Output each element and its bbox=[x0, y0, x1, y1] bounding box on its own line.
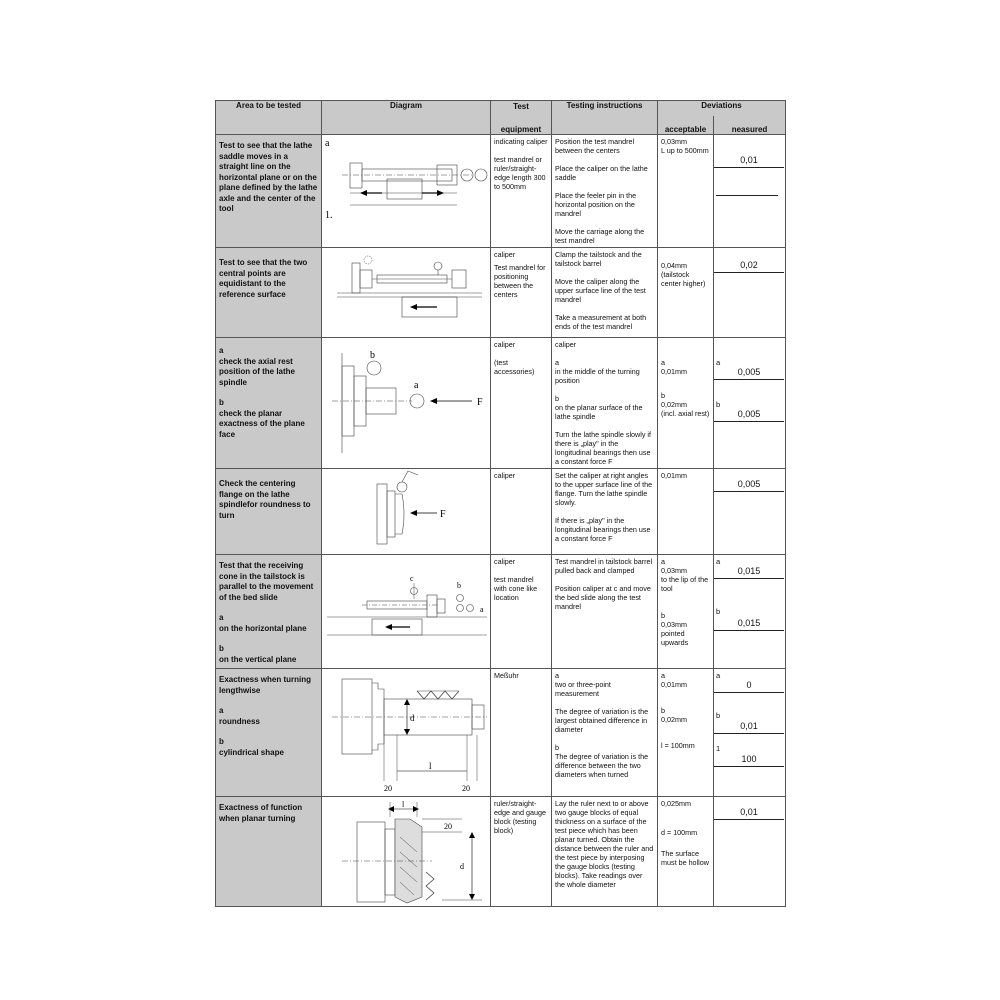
svg-text:c: c bbox=[410, 574, 414, 583]
svg-text:F: F bbox=[477, 397, 483, 408]
centering-flange-diagram bbox=[322, 469, 491, 554]
measured-label: b bbox=[716, 607, 721, 616]
diagram-cell bbox=[322, 469, 491, 555]
instructions-cell: Lay the ruler next to or above two gauge blocks of equal thickness on a surface of the test piece which has been planar turned. Obtain the distance between the ruler and the test piece by interposing the gauge blocks (testing blocks). Take readings over the whole diameter bbox=[552, 797, 658, 907]
area-cell: Test to see that the lathe saddle moves in a straight line on the horizontal plane or on the plane defined by the lathe axle and the center of the tool bbox=[216, 135, 322, 248]
measured-value: 0,005 bbox=[714, 479, 784, 492]
area-cell: Exactness of function when planar turning bbox=[216, 797, 322, 907]
area-cell: a check the axial rest position of the lathe spindle b check the planar exactness of the plane face bbox=[216, 338, 322, 469]
svg-text:1.: 1. bbox=[325, 210, 333, 221]
measured-value: 0,01 bbox=[714, 155, 784, 168]
table-row bbox=[216, 797, 786, 907]
instructions-cell: Position the test mandrel between the centers Place the caliper on the lathe saddle Place the feeler pin in the horizontal position on the mandrel Move the carriage along the test mandrel bbox=[552, 135, 658, 248]
test-sheet bbox=[215, 100, 785, 900]
equipment-cell: indicating caliper test mandrel or ruler/straight-edge length 300 to 500mm bbox=[491, 135, 552, 248]
svg-text:20: 20 bbox=[462, 784, 470, 793]
test-table bbox=[215, 100, 786, 907]
measured-label: a bbox=[716, 358, 721, 367]
diagram-cell bbox=[322, 135, 491, 248]
acceptable-cell: a 0,01mm b 0,02mm (incl. axial rest) bbox=[658, 338, 714, 469]
measured-label: 1 bbox=[716, 744, 721, 753]
measured-label: b bbox=[716, 400, 721, 409]
center-height-diagram bbox=[322, 248, 491, 337]
blank-line bbox=[716, 195, 778, 196]
svg-text:20: 20 bbox=[384, 784, 392, 793]
header-area: Area to be tested bbox=[216, 101, 322, 135]
measured-value: 0,015 bbox=[714, 618, 784, 631]
diagram-cell bbox=[322, 669, 491, 797]
svg-text:a: a bbox=[414, 380, 419, 391]
instructions-cell: caliper a in the middle of the turning position b on the planar surface of the lathe spindle Turn the lathe spindle slowly if there is „play" in the longitudinal bearings then use a constant force F bbox=[552, 338, 658, 469]
table-row bbox=[216, 469, 786, 555]
measured-value: 0,01 bbox=[714, 721, 784, 734]
acceptable-cell: 0,01mm bbox=[658, 469, 714, 555]
measured-cell bbox=[714, 135, 786, 248]
svg-text:20: 20 bbox=[444, 822, 452, 831]
table-row bbox=[216, 338, 786, 469]
equipment-cell: ruler/straight-edge and gauge block (testing block) bbox=[491, 797, 552, 907]
equipment-cell: caliper bbox=[491, 469, 552, 555]
header-equipment-top: Test bbox=[513, 102, 529, 111]
diagram-cell bbox=[322, 555, 491, 669]
header-diagram: Diagram bbox=[322, 101, 491, 135]
instructions-cell: a two or three-point measurement The degree of variation is the largest obtained difference in diameter b The degree of variation is the difference between the two diameters when turned bbox=[552, 669, 658, 797]
header-deviations: Deviations bbox=[658, 101, 786, 116]
measured-cell bbox=[714, 469, 786, 555]
measured-cell bbox=[714, 338, 786, 469]
instructions-cell: Clamp the tailstock and the tailstock barrel Move the caliper along the upper surface line of the test mandrel Take a measurement at both ends of the test mandrel bbox=[552, 248, 658, 338]
measured-label: a bbox=[716, 671, 721, 680]
instructions-cell: Test mandrel in tailstock barrel pulled back and clamped Position caliper at c and move the bed slide along the test mandrel bbox=[552, 555, 658, 669]
saddle-straightness-diagram bbox=[322, 135, 491, 243]
svg-text:l: l bbox=[429, 761, 432, 771]
diagram-cell bbox=[322, 248, 491, 338]
area-cell: Exactness when turning lengthwise a roundness b cylindrical shape bbox=[216, 669, 322, 797]
measured-value: 100 bbox=[714, 754, 784, 767]
svg-text:d: d bbox=[460, 862, 464, 871]
measured-value: 0,015 bbox=[714, 566, 784, 579]
equipment-cell: caliper test mandrel with cone like location bbox=[491, 555, 552, 669]
header-measured: neasured bbox=[714, 116, 786, 135]
svg-text:b: b bbox=[370, 350, 375, 361]
equipment-cell: Meßuhr bbox=[491, 669, 552, 797]
measured-cell bbox=[714, 555, 786, 669]
measured-label: b bbox=[716, 711, 721, 720]
acceptable-cell: 0,04mm (tailstock center higher) bbox=[658, 248, 714, 338]
acceptable-cell: a 0,01mm b 0,02mm l = 100mm bbox=[658, 669, 714, 797]
table-row bbox=[216, 555, 786, 669]
equipment-cell: caliper Test mandrel for positioning between the centers bbox=[491, 248, 552, 338]
header-equipment-bottom: equipment bbox=[500, 125, 542, 134]
lengthwise-turning-diagram bbox=[322, 669, 491, 796]
area-cell: Test to see that the two central points are equidistant to the reference surface bbox=[216, 248, 322, 338]
table-row bbox=[216, 669, 786, 797]
acceptable-cell: 0,03mm L up to 500mm bbox=[658, 135, 714, 248]
header-acceptable: acceptable bbox=[658, 116, 714, 135]
measured-cell bbox=[714, 248, 786, 338]
table-row bbox=[216, 248, 786, 338]
axial-rest-diagram bbox=[322, 338, 491, 467]
svg-text:a: a bbox=[325, 138, 330, 149]
table-row bbox=[216, 135, 786, 248]
equipment-cell: caliper (test accessories) bbox=[491, 338, 552, 469]
planar-turning-diagram bbox=[322, 797, 491, 906]
svg-text:b: b bbox=[457, 581, 461, 590]
area-cell: Test that the receiving cone in the tailstock is parallel to the movement of the bed slide a on the horizontal plane b on the vertical plane bbox=[216, 555, 322, 669]
header-instructions: Testing instructions bbox=[552, 101, 658, 135]
measured-value: 0 bbox=[714, 680, 784, 693]
measured-value: 0,005 bbox=[714, 409, 784, 422]
area-cell: Check the centering flange on the lathe spindlefor roundness to turn bbox=[216, 469, 322, 555]
svg-text:a: a bbox=[480, 605, 484, 614]
measured-value: 0,02 bbox=[714, 260, 784, 273]
diagram-cell bbox=[322, 338, 491, 469]
measured-cell bbox=[714, 669, 786, 797]
header-equipment bbox=[491, 101, 552, 135]
diagram-cell bbox=[322, 797, 491, 907]
svg-text:F: F bbox=[440, 509, 446, 520]
acceptable-cell: 0,025mm d = 100mm The surface must be hollow bbox=[658, 797, 714, 907]
measured-cell bbox=[714, 797, 786, 907]
measured-label: a bbox=[716, 557, 721, 566]
svg-text:l: l bbox=[402, 800, 405, 809]
tailstock-cone-diagram bbox=[322, 555, 491, 664]
measured-value: 0,01 bbox=[714, 807, 784, 820]
measured-value: 0,005 bbox=[714, 367, 784, 380]
acceptable-cell: a 0,03mm to the lip of the tool b 0,03mm pointed upwards bbox=[658, 555, 714, 669]
svg-text:d: d bbox=[410, 713, 415, 723]
instructions-cell: Set the caliper at right angles to the upper surface line of the flange. Turn the lathe spindle slowly. If there is „play" in the longitudinal bearings then use a constant force F bbox=[552, 469, 658, 555]
